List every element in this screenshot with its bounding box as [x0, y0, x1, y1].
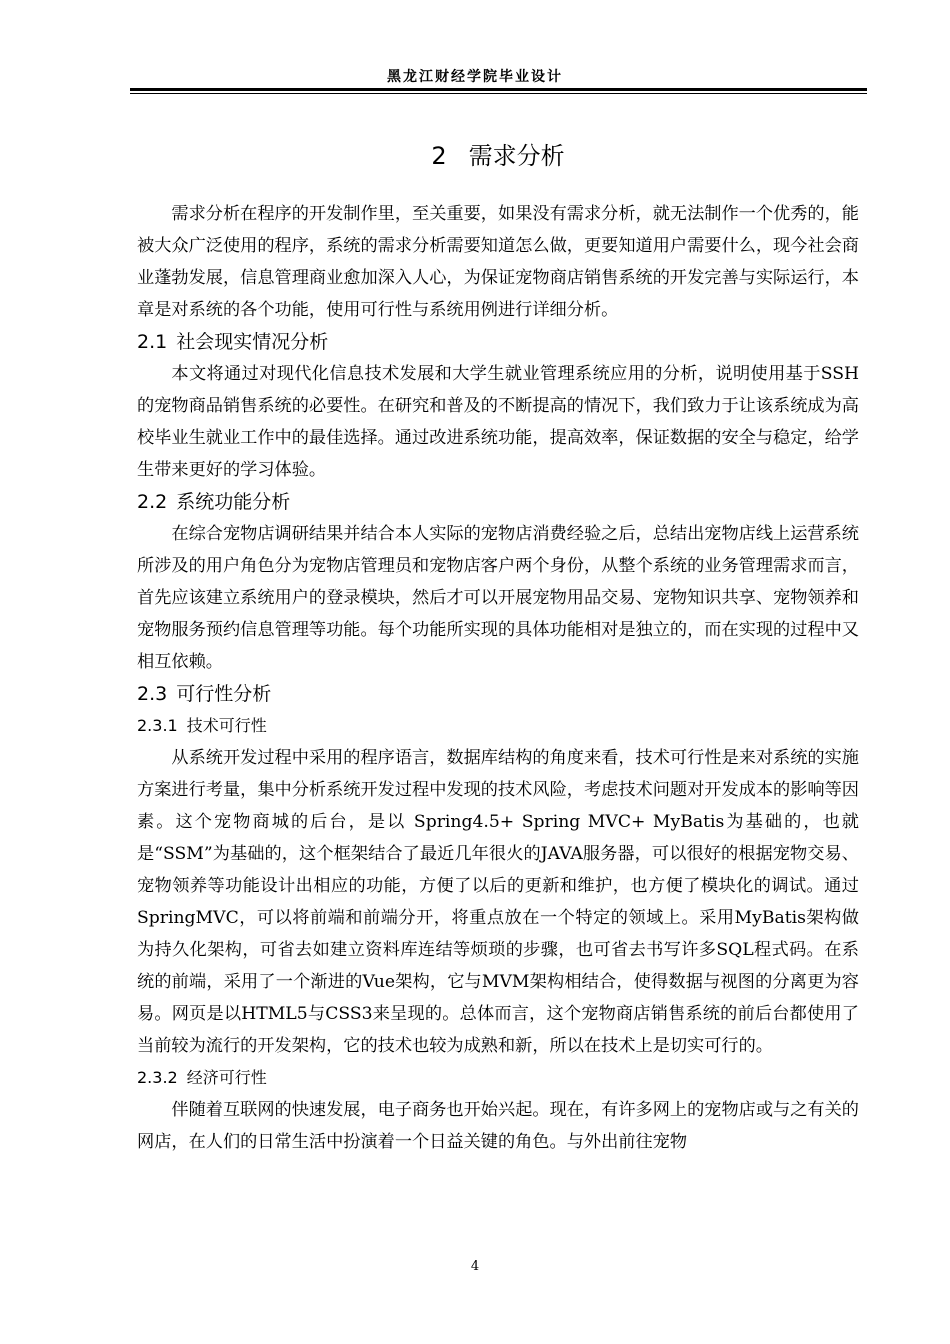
subsection-heading-2-3-2 [137, 1062, 859, 1094]
page-number: 4 [470, 1259, 480, 1274]
page-content [137, 136, 859, 1158]
subsection-2-3-2-paragraph: 伴随着互联网的快速发展，电子商务也开始兴起。现在，有许多网上的宠物店或与之有关的网店，在人们的日常生活中扮演着一个日益关键的角色。与外出前往宠物 [137, 1100, 859, 1152]
section-title: 可行性分析 [176, 683, 272, 705]
subsection-heading-2-3-1 [137, 710, 859, 742]
section-heading-2-2 [137, 486, 859, 518]
subsection-number: 2.3.2 [137, 1068, 178, 1087]
subsection-number: 2.3.1 [137, 716, 178, 735]
header-rule-thick [130, 88, 867, 91]
section-heading-2-1 [137, 326, 859, 358]
section-title: 系统功能分析 [176, 491, 291, 513]
section-title: 社会现实情况分析 [176, 331, 329, 353]
section-number: 2.1 [137, 331, 168, 353]
chapter-number: 2 [431, 142, 447, 170]
section-number: 2.2 [137, 491, 168, 513]
section-2-2-paragraph: 在综合宠物店调研结果并结合本人实际的宠物店消费经验之后，总结出宠物店线上运营系统所涉及的用户角色分为宠物店管理员和宠物店客户两个身份，从整个系统的业务管理需求而言，首先应该建立系统用户的登录模块，然后才可以开展宠物用品交易、宠物知识共享、宠物领养和宠物服务预约信息管理等功能。每个功能所实现的具体功能相对是独立的，而在实现的过程中又相互依赖。 [137, 524, 859, 672]
page-header-title: 黑龙江财经学院毕业设计 [387, 69, 563, 85]
subsection-title: 经济可行性 [186, 1068, 267, 1087]
section-number: 2.3 [137, 683, 168, 705]
subsection-title: 技术可行性 [186, 716, 267, 735]
subsection-2-3-1-paragraph: 从系统开发过程中采用的程序语言，数据库结构的角度来看，技术可行性是来对系统的实施方案进行考量，集中分析系统开发过程中发现的技术风险，考虑技术问题对开发成本的影响等因素。这个宠物商城的后台，是以 Spring4.5+ Spring MVC+ MyBatis为基础的，也就是“SSM”为基础的，这个框架结合了最近几年很火的JAVA服务器，可以很好的根据宠物交易、宠物领养等功能设计出相应的功能，方便了以后的更新和维护，也方便了模块化的调试。通过 SpringMVC，可以将前端和前端分开，将重点放在一个特定的领域上。采用MyBatis架构做为持久化架构，可省去如建立资料库连结等烦琐的步骤，也可省去书写许多SQL程式码。在系统的前端，采用了一个渐进的Vue架构，它与MVM架构相结合，使得数据与视图的分离更为容易。网页是以HTML5与CSS3来呈现的。总体而言，这个宠物商店销售系统的前后台都使用了当前较为流行的开发架构，它的技术也较为成熟和新，所以在技术上是切实可行的。 [137, 748, 859, 1056]
chapter-title-text: 需求分析 [468, 142, 565, 170]
section-heading-2-3 [137, 678, 859, 710]
chapter-title [137, 136, 859, 176]
section-2-1-paragraph: 本文将通过对现代化信息技术发展和大学生就业管理系统应用的分析，说明使用基于SSH的宠物商品销售系统的必要性。在研究和普及的不断提高的情况下，我们致力于让该系统成为高校毕业生就业工作中的最佳选择。通过改进系统功能，提高效率，保证数据的安全与稳定，给学生带来更好的学习体验。 [137, 364, 859, 480]
chapter-intro-paragraph: 需求分析在程序的开发制作里，至关重要，如果没有需求分析，就无法制作一个优秀的，能被大众广泛使用的程序，系统的需求分析需要知道怎么做，更要知道用户需要什么，现今社会商业蓬勃发展，信息管理商业愈加深入人心，为保证宠物商店销售系统的开发完善与实际运行，本章是对系统的各个功能，使用可行性与系统用例进行详细分析。 [137, 204, 859, 320]
header-rule-thin [130, 93, 867, 94]
